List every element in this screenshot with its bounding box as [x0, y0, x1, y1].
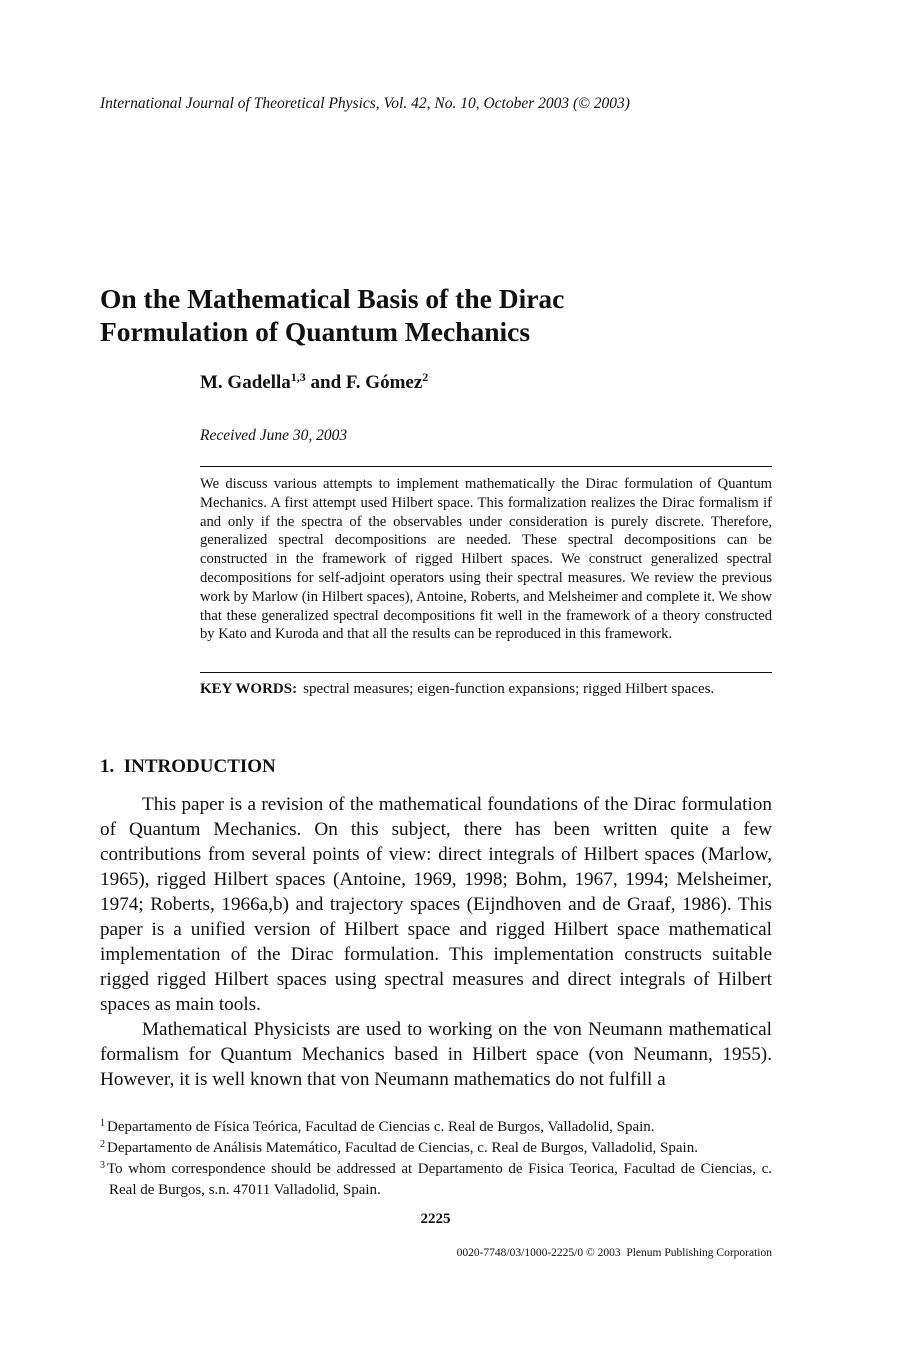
body-paragraph: Mathematical Physicists are used to working on the von Neumann mathematical formalism for Quantum Mechanics based in Hilbert space (von Neumann, 1955). However, it is well known that von Neumann mathematics do not fulfill a [100, 1019, 772, 1090]
abstract: We discuss various attempts to implement mathematically the Dirac formulation of Quantum Mechanics. A first attempt used Hilbert space. This formalization realizes the Dirac formalism if and only if the spectra of the observables under consideration is purely discrete. Therefore, generalized spectral decompositions are needed. These spectral decompositions can be constructed in the framework of rigged Hilbert spaces. We construct generalized spectral decompositions for self-adjoint operators using their spectral measures. We review the previous work by Marlow (in Hilbert spaces), Antoine, Roberts, and Melsheimer and complete it. We show that these generalized spectral decompositions fit well in the framework of a theory constructed by Kato and Kuroda and that all the results can be reproduced in this framework. [200, 476, 772, 643]
journal-citation-header: International Journal of Theoretical Physics, Vol. 42, No. 10, October 2003 (© 2003) [100, 95, 630, 112]
footnote-mark: 1 [100, 1118, 105, 1129]
section-heading-introduction: 1. INTRODUCTION [100, 756, 276, 777]
author-1-affiliation-marks: 1,3 [290, 370, 306, 384]
author-name-1: M. Gadella [200, 372, 291, 393]
footnote [100, 1138, 772, 1159]
abstract-bottom-rule [200, 672, 772, 673]
received-date: Received June 30, 2003 [200, 427, 348, 444]
paper-title [100, 282, 720, 348]
page-number: 2225 [420, 1211, 451, 1227]
body-paragraph: This paper is a revision of the mathematical foundations of the Dirac formulation of Quantum Mechanics. On this subject, there has been written quite a few contributions from several points of view: direct integrals of Hilbert spaces (Marlow, 1965), rigged Hilbert spaces (Antoine, 1969, 1998; Bohm, 1967, 1994; Melsheimer, 1974; Roberts, 1966a,b) and trajectory spaces (Eijndhoven and de Graaf, 1986). This paper is a unified version of Hilbert space and rigged Hilbert space mathematical implementation of the Dirac formulation. This implementation constructs suitable rigged rigged Hilbert spaces using spectral measures and direct integrals of Hilbert spaces as main tools. [100, 794, 772, 1015]
author-conjunction: and [305, 372, 346, 393]
keywords-label: KEY WORDS: [200, 681, 298, 697]
keywords-text: spectral measures; eigen-function expansions; rigged Hilbert spaces. [303, 681, 715, 697]
body-text [100, 792, 772, 1092]
publisher-copyright-line: 0020-7748/03/1000-2225/0 © 2003 Plenum Publishing Corporation [456, 1247, 772, 1259]
footnote-mark: 2 [100, 1139, 105, 1150]
keywords [200, 681, 772, 698]
title-line-1: On the Mathematical Basis of the Dirac [100, 283, 565, 314]
author-2-affiliation-marks: 2 [422, 370, 429, 384]
author-list [200, 372, 428, 394]
footnote [100, 1159, 772, 1201]
author-name-2: F. Gómez [345, 372, 423, 393]
footnote-mark: 3 [100, 1160, 105, 1171]
footnotes [100, 1117, 772, 1201]
footnote [100, 1117, 772, 1138]
footnote-text: To whom correspondence should be addressed at Departamento de Fisica Teorica, Facultad de Ciencias, c. Real de Burgos, s.n. 47011 Valladolid, Spain. [107, 1161, 772, 1198]
footnote-text: Departamento de Física Teórica, Facultad de Ciencias c. Real de Burgos, Valladolid, Spain. [107, 1119, 655, 1135]
footnote-text: Departamento de Análisis Matemático, Facultad de Ciencias, c. Real de Burgos, Valladolid, Spain. [107, 1140, 698, 1156]
abstract-top-rule [200, 466, 772, 467]
title-line-2: Formulation of Quantum Mechanics [100, 316, 531, 347]
